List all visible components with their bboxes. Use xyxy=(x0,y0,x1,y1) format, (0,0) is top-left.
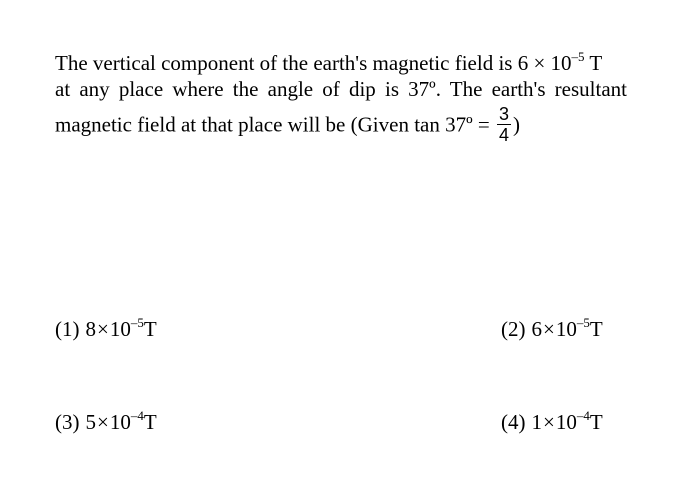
option-1-times: × xyxy=(97,317,109,341)
option-1-mantissa: 8 xyxy=(85,317,96,341)
option-4-mantissa: 1 xyxy=(531,410,542,434)
question-line-3-text: magnetic field at that place will be (Given tan 37º = xyxy=(55,112,495,137)
question-line-3 xyxy=(55,106,627,147)
option-2-mantissa: 6 xyxy=(531,317,542,341)
question-line-1-unit: T xyxy=(584,51,603,75)
option-2-exponent: –5 xyxy=(576,315,590,330)
question-line-2: at any place where the angle of dip is 37º. The earth's resultant xyxy=(55,77,627,101)
option-3-exponent: –4 xyxy=(130,408,144,423)
option-2-unit: T xyxy=(589,317,603,341)
option-4-times: × xyxy=(543,410,555,434)
option-1[interactable] xyxy=(55,317,157,342)
option-2[interactable] xyxy=(501,317,603,342)
option-3-mantissa: 5 xyxy=(85,410,96,434)
option-4-exponent: –4 xyxy=(576,408,590,423)
option-3-label: (3) xyxy=(55,410,80,434)
fraction-numerator: 3 xyxy=(498,104,509,124)
question-line-3-close: ) xyxy=(512,112,520,137)
option-2-times: × xyxy=(543,317,555,341)
option-4-base: 10 xyxy=(555,410,577,434)
option-1-unit: T xyxy=(143,317,157,341)
option-4-unit: T xyxy=(589,410,603,434)
option-2-label: (2) xyxy=(501,317,526,341)
question-line-1 xyxy=(55,50,627,76)
option-4-label: (4) xyxy=(501,410,526,434)
option-3-times: × xyxy=(97,410,109,434)
option-2-base: 10 xyxy=(555,317,577,341)
fraction xyxy=(497,104,511,145)
question-line-1-exponent: –5 xyxy=(571,49,585,64)
option-3-base: 10 xyxy=(109,410,131,434)
option-4[interactable] xyxy=(501,410,603,435)
fraction-denominator: 4 xyxy=(498,125,509,145)
option-1-base: 10 xyxy=(109,317,131,341)
question-line-1-text: The vertical component of the earth's magnetic field is 6 × 10 xyxy=(55,51,572,75)
option-1-exponent: –5 xyxy=(130,315,144,330)
option-3-unit: T xyxy=(143,410,157,434)
option-1-label: (1) xyxy=(55,317,80,341)
question-text xyxy=(55,50,627,147)
option-3[interactable] xyxy=(55,410,157,435)
